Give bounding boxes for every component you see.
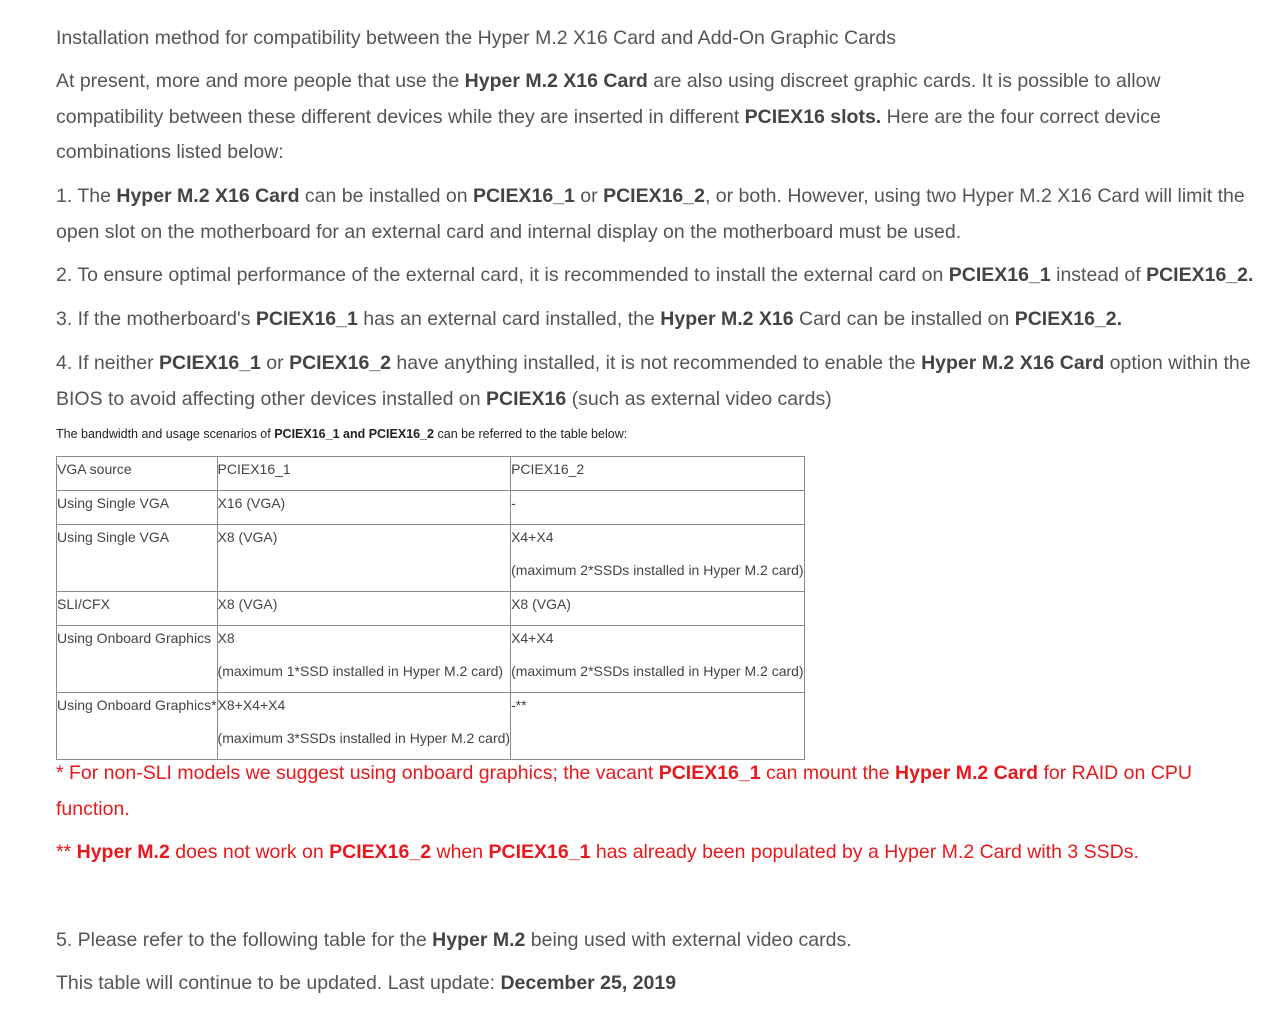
table-header-cell: PCIEX16_1: [217, 457, 511, 491]
table-cell: Using Onboard Graphics*: [57, 693, 218, 760]
table-row: [57, 626, 805, 693]
table-header-cell: PCIEX16_2: [511, 457, 805, 491]
table-cell: -**: [511, 693, 805, 760]
table-caption: The bandwidth and usage scenarios of PCIEX16_1 and PCIEX16_2 can be referred to the table below:: [56, 427, 628, 441]
table-cell: -: [511, 491, 805, 525]
list-item-4: 4. If neither PCIEX16_1 or PCIEX16_2 have anything installed, it is not recommended to enable the Hyper M.2 X16 Card option within the BIOS to avoid affecting other devices installed on PCIEX16 (such as external video cards): [56, 352, 1251, 410]
table-row: [57, 592, 805, 626]
article-title: Installation method for compatibility between the Hyper M.2 X16 Card and Add-On Graphic Cards: [56, 27, 897, 49]
table-cell: X8 (VGA): [511, 592, 805, 626]
list-item-3: 3. If the motherboard's PCIEX16_1 has an external card installed, the Hyper M.2 X16 Card can be installed on PCIEX16_2.: [56, 308, 1123, 330]
list-item-2: 2. To ensure optimal performance of the external card, it is recommended to install the external card on PCIEX16_1 instead of PCIEX16_2.: [56, 264, 1254, 286]
table-row: [57, 491, 805, 525]
footnote-2: ** Hyper M.2 does not work on PCIEX16_2 when PCIEX16_1 has already been populated by a Hyper M.2 Card with 3 SSDs.: [56, 841, 1139, 863]
table-row: [57, 525, 805, 592]
table-header-row: [57, 457, 805, 491]
table-cell: X4+X4 (maximum 2*SSDs installed in Hyper M.2 card): [511, 626, 805, 693]
table-cell: X8 (maximum 1*SSD installed in Hyper M.2 card): [217, 626, 511, 693]
last-update: This table will continue to be updated. Last update: December 25, 2019: [56, 972, 677, 994]
table-cell: X16 (VGA): [217, 491, 511, 525]
table-cell: X8 (VGA): [217, 592, 511, 626]
table-cell: X4+X4 (maximum 2*SSDs installed in Hyper M.2 card): [511, 525, 805, 592]
table-cell: Using Single VGA: [57, 491, 218, 525]
list-item-1: 1. The Hyper M.2 X16 Card can be installed on PCIEX16_1 or PCIEX16_2, or both. However, using two Hyper M.2 X16 Card will limit the open slot on the motherboard for an external card and internal display on the motherboard must be used.: [56, 185, 1245, 243]
table-cell: X8+X4+X4 (maximum 3*SSDs installed in Hyper M.2 card): [217, 693, 511, 760]
footnote-1: * For non-SLI models we suggest using onboard graphics; the vacant PCIEX16_1 can mount the Hyper M.2 Card for RAID on CPU function.: [56, 762, 1192, 820]
table-cell: Using Single VGA: [57, 525, 218, 592]
intro-paragraph: At present, more and more people that use the Hyper M.2 X16 Card are also using discreet graphic cards. It is possible to allow compatibility between these different devices while they are inserted in different PCIEX16 slots. Here are the four correct device combinations listed below:: [56, 70, 1161, 163]
table-cell: X8 (VGA): [217, 525, 511, 592]
table-cell: Using Onboard Graphics: [57, 626, 218, 693]
list-item-5: 5. Please refer to the following table for the Hyper M.2 being used with external video cards.: [56, 929, 852, 951]
table-row: [57, 693, 805, 760]
bandwidth-table: [56, 456, 805, 760]
table-header-cell: VGA source: [57, 457, 218, 491]
table-cell: SLI/CFX: [57, 592, 218, 626]
